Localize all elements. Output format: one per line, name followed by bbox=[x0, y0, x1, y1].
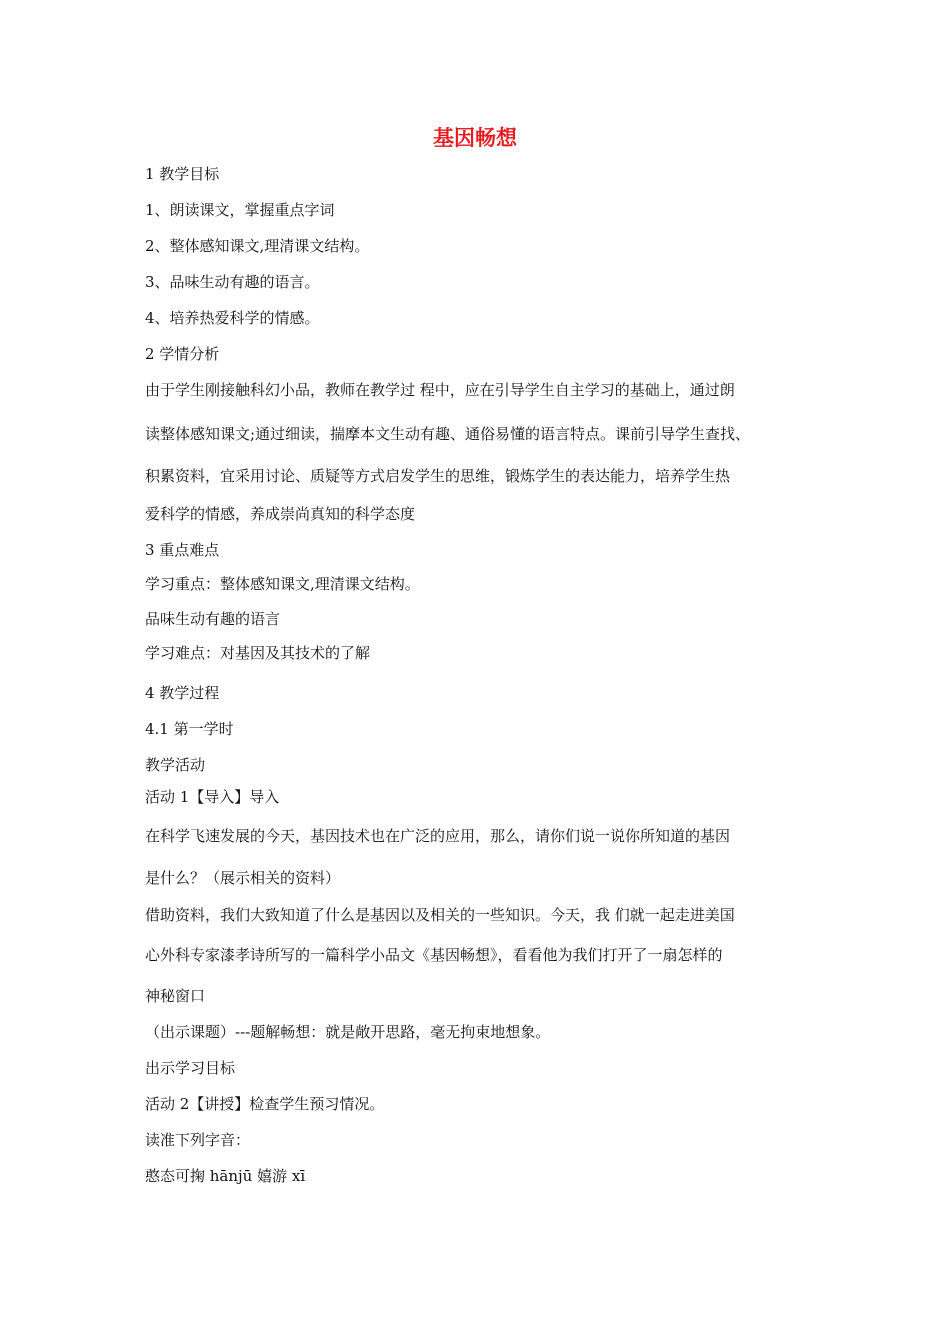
objective-item: 1、朗读课文，掌握重点字词 bbox=[145, 201, 335, 219]
paragraph-line: 读整体感知课文;通过细读，揣摩本文生动有趣、通俗易懂的语言特点。课前引导学生查找、 bbox=[145, 425, 751, 443]
section-heading-key-points: 3 重点难点 bbox=[145, 541, 220, 559]
paragraph-line: 是什么？（展示相关的资料） bbox=[145, 869, 341, 887]
paragraph-line: 读准下列字音： bbox=[145, 1131, 251, 1149]
paragraph-line: 积累资料，宜采用讨论、质疑等方式启发学生的思维，锻炼学生的表达能力，培养学生热 bbox=[145, 467, 731, 485]
key-point-line: 学习重点：整体感知课文,理清课文结构。 bbox=[145, 575, 420, 593]
paragraph-line: 由于学生刚接触科幻小品，教师在教学过 程中，应在引导学生自主学习的基础上，通过朗 bbox=[145, 381, 735, 399]
pronunciation-line: 憨态可掬 hānjū 嬉游 xī bbox=[145, 1167, 306, 1185]
paragraph-line: 在科学飞速发展的今天，基因技术也在广泛的应用，那么，请你们说一说你所知道的基因 bbox=[145, 827, 731, 845]
section-heading-analysis: 2 学情分析 bbox=[145, 345, 220, 363]
paragraph-line: 借助资料，我们大致知道了什么是基因以及相关的一些知识。今天，我 们就一起走进美国 bbox=[145, 906, 735, 924]
paragraph-line: 爱科学的情感，养成崇尚真知的科学态度 bbox=[145, 505, 416, 523]
objective-item: 3、品味生动有趣的语言。 bbox=[145, 273, 320, 291]
paragraph-line: （出示课题）---题解畅想：就是敞开思路，毫无拘束地想象。 bbox=[145, 1023, 551, 1041]
objective-item: 2、整体感知课文,理清课文结构。 bbox=[145, 237, 370, 255]
objective-item: 4、培养热爱科学的情感。 bbox=[145, 309, 320, 327]
paragraph-line: 神秘窗口 bbox=[145, 987, 206, 1005]
subsection-heading: 4.1 第一学时 bbox=[145, 720, 234, 738]
activity-title: 活动 2【讲授】检查学生预习情况。 bbox=[145, 1095, 385, 1113]
section-heading-process: 4 教学过程 bbox=[145, 684, 220, 702]
paragraph-line: 心外科专家漆孝诗所写的一篇科学小品文《基因畅想》，看看他为我们打开了一扇怎样的 bbox=[145, 946, 723, 964]
key-point-line: 品味生动有趣的语言 bbox=[145, 610, 281, 628]
activity-heading: 教学活动 bbox=[145, 756, 206, 774]
difficulty-line: 学习难点：对基因及其技术的了解 bbox=[145, 644, 371, 662]
document-title: 基因畅想 bbox=[433, 126, 517, 150]
paragraph-line: 出示学习目标 bbox=[145, 1059, 236, 1077]
section-heading-objectives: 1 教学目标 bbox=[145, 165, 220, 183]
activity-title: 活动 1【导入】导入 bbox=[145, 788, 280, 806]
